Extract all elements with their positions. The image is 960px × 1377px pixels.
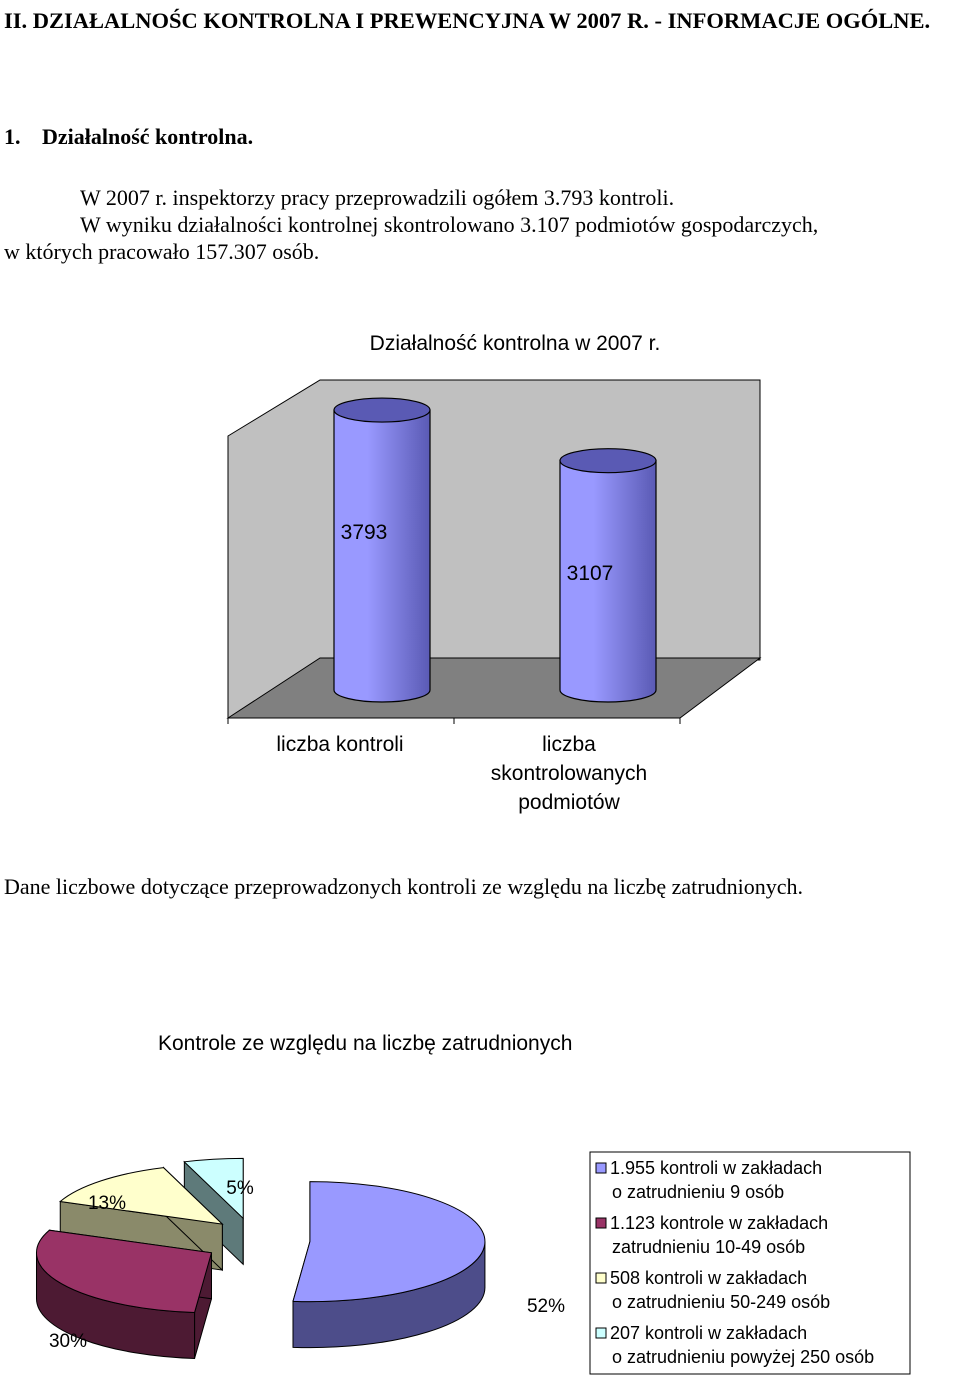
legend-swatch (596, 1328, 606, 1338)
bar-value-label: 3107 (566, 561, 614, 585)
paragraph-employment-data: Dane liczbowe dotyczące przeprowadzonych kontroli ze względu na liczbę zatrudnionych. (4, 874, 803, 899)
bar-chart-title: Działalność kontrolna w 2007 r. (369, 332, 661, 355)
paragraph-entities-controlled: W wyniku działalności kontrolnej skontrolowano 3.107 podmiotów gospodarczych, (80, 212, 819, 237)
bar-value-label: 3793 (340, 520, 388, 544)
legend-label-line: zatrudnieniu 10-49 osób (612, 1237, 806, 1257)
category-label-line: liczba kontroli (276, 733, 404, 756)
section-title: Działalność kontrolna. (42, 124, 254, 149)
pie-percent-label: 5% (226, 1178, 254, 1199)
category-label-line: podmiotów (518, 791, 620, 814)
pie-slice (293, 1182, 485, 1348)
legend-label-line: o zatrudnieniu powyżej 250 osób (612, 1347, 875, 1367)
legend-label-line: o zatrudnieniu 50-249 osób (612, 1292, 831, 1312)
pie-percent-label: 13% (87, 1193, 127, 1214)
legend-label-line: 1.955 kontroli w zakładach (610, 1158, 823, 1178)
paragraph-employees: w których pracowało 157.307 osób. (4, 239, 320, 264)
legend-label-line: 207 kontroli w zakładach (610, 1323, 808, 1343)
category-label-line: skontrolowanych (490, 762, 648, 785)
pie-percent-label: 30% (48, 1331, 88, 1352)
section-number: 1. (4, 124, 21, 149)
legend-swatch (596, 1218, 606, 1228)
page-heading: II. DZIAŁALNOŚC KONTROLNA I PREWENCYJNA W 2007 R. - INFORMACJE OGÓLNE. (4, 8, 931, 33)
legend-label-line: 508 kontroli w zakładach (610, 1268, 808, 1288)
legend-label-line: 1.123 kontrole w zakładach (610, 1213, 829, 1233)
legend-label-line: o zatrudnieniu 9 osób (612, 1182, 785, 1202)
legend-swatch (596, 1163, 606, 1173)
pie-legend (590, 1152, 910, 1374)
pie-percent-label: 52% (526, 1296, 566, 1317)
category-label-line: liczba (542, 733, 596, 756)
paragraph-controls-total: W 2007 r. inspektorzy pracy przeprowadzili ogółem 3.793 kontroli. (80, 185, 675, 210)
legend-swatch (596, 1273, 606, 1283)
pie-chart-title: Kontrole ze względu na liczbę zatrudnionych (158, 1032, 573, 1055)
